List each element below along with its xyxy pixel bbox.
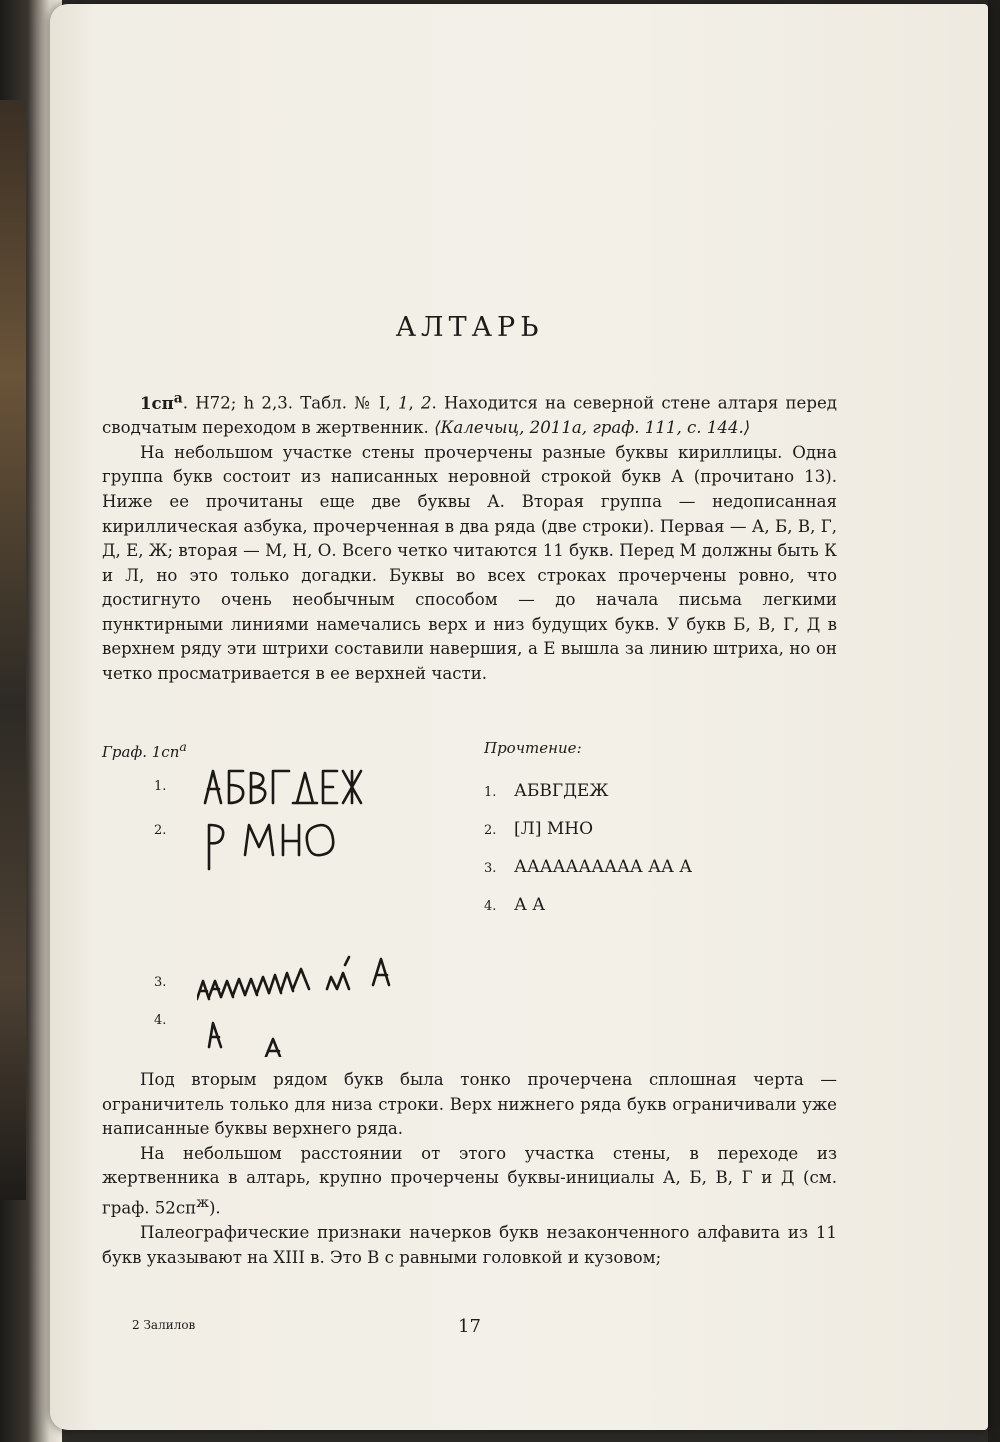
background-edge: [988, 0, 1000, 1442]
paragraph: На небольшом расстоянии от этого участка стены, в переходе из жертвенника в алтарь, крупно прочерчены буквы-инициалы А, Б, В, Г и Д (см. граф. $52сп^ж$).: [102, 1143, 837, 1218]
entry-code: $1сп^а$: [140, 390, 183, 413]
citation: ⟨Калечыц, 2011а, граф. 111, с. 144.⟩: [434, 418, 751, 438]
figure-line-number: 4.: [154, 1013, 167, 1028]
reading-line: 2. [Л] МНО: [484, 819, 594, 839]
reading-line: 3. АААААААААА АА А: [484, 857, 693, 877]
adjacent-page-edge: [0, 100, 26, 1200]
section-title: АЛТАРЬ: [395, 312, 544, 343]
figure-line-number: 2.: [154, 823, 167, 838]
reading-title: Прочтение:: [484, 739, 582, 757]
reading-line: 1. АБВГДЕЖ: [484, 781, 609, 801]
page-content: [102, 4, 837, 1430]
signature-mark: 2 Залилов: [132, 1318, 196, 1332]
page-number: 17: [458, 1316, 481, 1337]
description-paragraph: На небольшом участке стены прочерчены разные буквы кириллицы. Одна группа букв состоит из написанных неровной строкой букв А (прочитано 13). Ниже ее прочитаны еще две буквы А. Вторая группа — недописанная кириллическая азбука, прочерченная в два ряда (две строки). Первая — А, Б, В, Г, Д, Е, Ж; вторая — М, Н, О. Всего четко читаются 11 букв. Перед М должны быть К и Л, но это только догадки. Буквы во всех строках прочерчены ровно, что достигнуто очень необычным способом — до начала письма легкими пунктирными линиями намечались верх и низ будущих букв. У букв Б, В, Г, Д в верхнем ряду эти штрихи составили навершия, а Е вышла за линию штриха, но он четко просматривается в ее верхней части.: [102, 442, 837, 684]
graffito-figure: [102, 739, 432, 1049]
reading-block: [484, 739, 837, 933]
figure-line-number: 3.: [154, 975, 167, 990]
book-page: [50, 4, 988, 1430]
paragraph: Палеографические признаки начерков букв незаконченного алфавита из 11 букв указывают на XIII в. Это В с равными головкой и кузовом;: [102, 1223, 837, 1267]
main-text: [102, 386, 837, 687]
hand-drawn-graffito: [197, 767, 437, 1057]
figure-line-number: 1.: [154, 779, 167, 794]
lower-text: [102, 1068, 837, 1270]
reading-line: 4. А А: [484, 895, 546, 915]
figure-caption: Граф. $1сп^а$: [102, 739, 187, 761]
paragraph: Под вторым рядом букв была тонко прочерчена сплошная черта — ограничитель только для низа строки. Верх нижнего ряда букв ограничивали уже написанные буквы верхнего ряда.: [102, 1070, 837, 1139]
entry-paragraph: $1сп^а$. Н72; h 2,3. Табл. № I, 1, 2. Находится на северной стене алтаря перед сводчатым переходом в жертвенник. ⟨Калечыц, 2011а, граф. 111, с. 144.⟩: [102, 390, 837, 438]
